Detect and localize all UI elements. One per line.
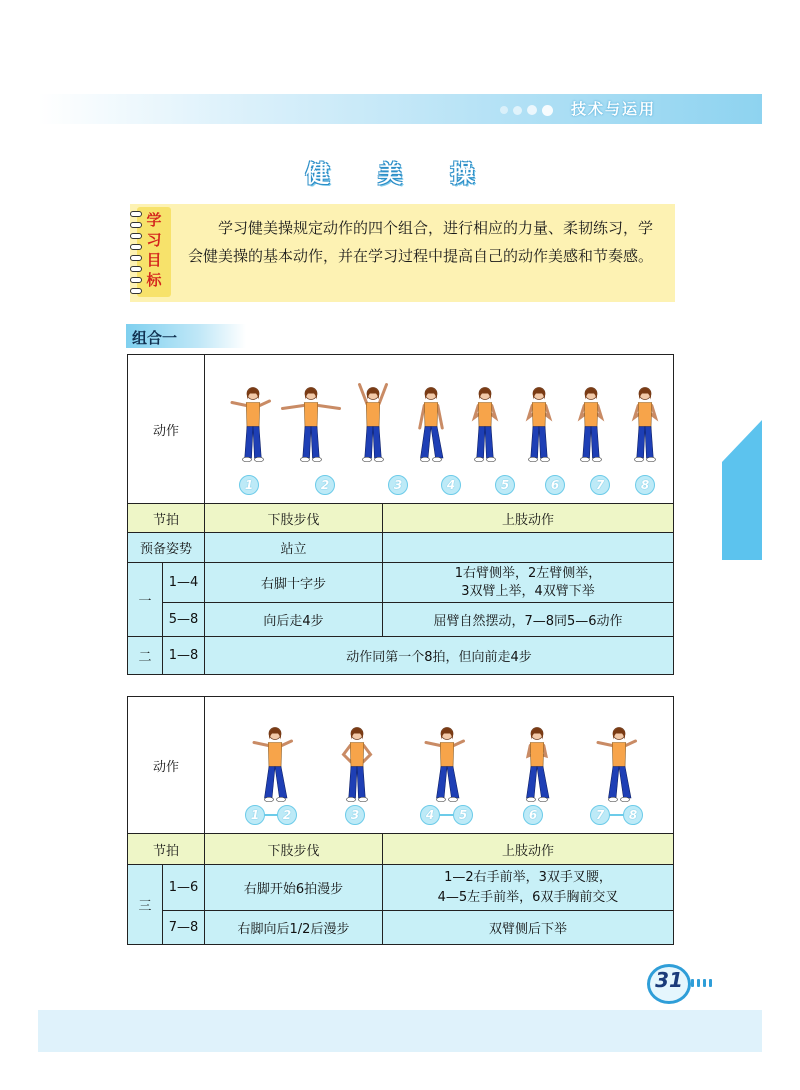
dancer-figure [589,707,649,821]
dancer-figure [327,707,387,821]
group-label: 二 [128,637,163,675]
beats-cell: 5—8 [163,603,205,637]
col-header-beats: 节拍 [128,504,205,533]
step-number-badge: 8 [623,805,643,825]
lower-cell: 右脚向后1/2后漫步 [205,911,383,945]
dancer-figure [455,367,515,481]
dancer-figure [343,367,403,481]
step-number-badge: 8 [635,475,655,495]
action-label: 动作 [128,697,205,834]
goals-tag: 学 习 目 标 [146,211,162,289]
prep-lower: 站立 [205,533,383,563]
dancer-figure [615,367,675,481]
action-label: 动作 [128,355,205,504]
bottom-band [38,1010,762,1052]
section-title: 组合一 [132,329,178,347]
dancer-figure [245,707,305,821]
beats-cell: 1—4 [163,563,205,603]
prep-upper [383,533,674,563]
step-number-badge: 7 [590,475,610,495]
combination-table-2 [127,696,674,945]
upper-cell: 1—2右手前举，3双手叉腰， 4—5左手前举，6双手胸前交叉 [383,865,674,911]
col-header-lower: 下肢步伐 [205,834,383,865]
page-number-dots [691,979,712,987]
group-label: 三 [128,865,163,945]
dancer-figure [401,367,461,481]
upper-cell: 双臂侧后下举 [383,911,674,945]
header-section-label: 技术与运用 [571,100,657,118]
upper-cell: 1右臂侧举，2左臂侧举， 3双臂上举，4双臂下举 [383,563,674,603]
col-header-upper: 上肢动作 [383,504,674,533]
dancer-figure [223,367,283,481]
upper-cell: 屈臂自然摆动，7—8同5—6动作 [383,603,674,637]
dancer-figure [507,707,567,821]
dancer-figure [561,367,621,481]
step-number-badge: 2 [277,805,297,825]
dancer-figure [417,707,477,821]
step-number-badge: 6 [545,475,565,495]
step-number-badge: 2 [315,475,335,495]
step-number-badge: 4 [441,475,461,495]
dancer-figure [281,367,341,481]
col-header-beats: 节拍 [128,834,205,865]
dancer-figure [509,367,569,481]
header-dots [500,103,553,117]
step-number-badge: 5 [453,805,473,825]
lower-cell: 右脚开始6拍漫步 [205,865,383,911]
step-number-badge: 4 [420,805,440,825]
step-number-badge: 1 [239,475,259,495]
col-header-lower: 下肢步伐 [205,504,383,533]
prep-label: 预备姿势 [128,533,205,563]
col-header-upper: 上肢动作 [383,834,674,865]
step-number-badge: 7 [590,805,610,825]
step-number-badge: 3 [388,475,408,495]
beats-cell: 1—6 [163,865,205,911]
step-number-badge: 5 [495,475,515,495]
step-number-badge: 6 [523,805,543,825]
lower-cell: 右脚十字步 [205,563,383,603]
step-number-badge: 3 [345,805,365,825]
group-label: 一 [128,563,163,637]
beats-cell: 7—8 [163,911,205,945]
merged-cell: 动作同第一个8拍，但向前走4步 [205,637,674,675]
page-title: 健 美 操 [305,160,495,188]
action-figures [205,697,674,834]
step-number-badge: 1 [245,805,265,825]
combination-table-1 [127,354,674,675]
beats-cell: 1—8 [163,637,205,675]
action-figures [205,355,674,504]
page-number: 31 [655,968,683,992]
goals-text: 学习健美操规定动作的四个组合，进行相应的力量、柔韧练习，学会健美操的基本动作，并在学习过程中提高自己的动作美感和节奏感。 [188,219,654,265]
lower-cell: 向后走4步 [205,603,383,637]
side-tab-decoration [722,420,762,560]
